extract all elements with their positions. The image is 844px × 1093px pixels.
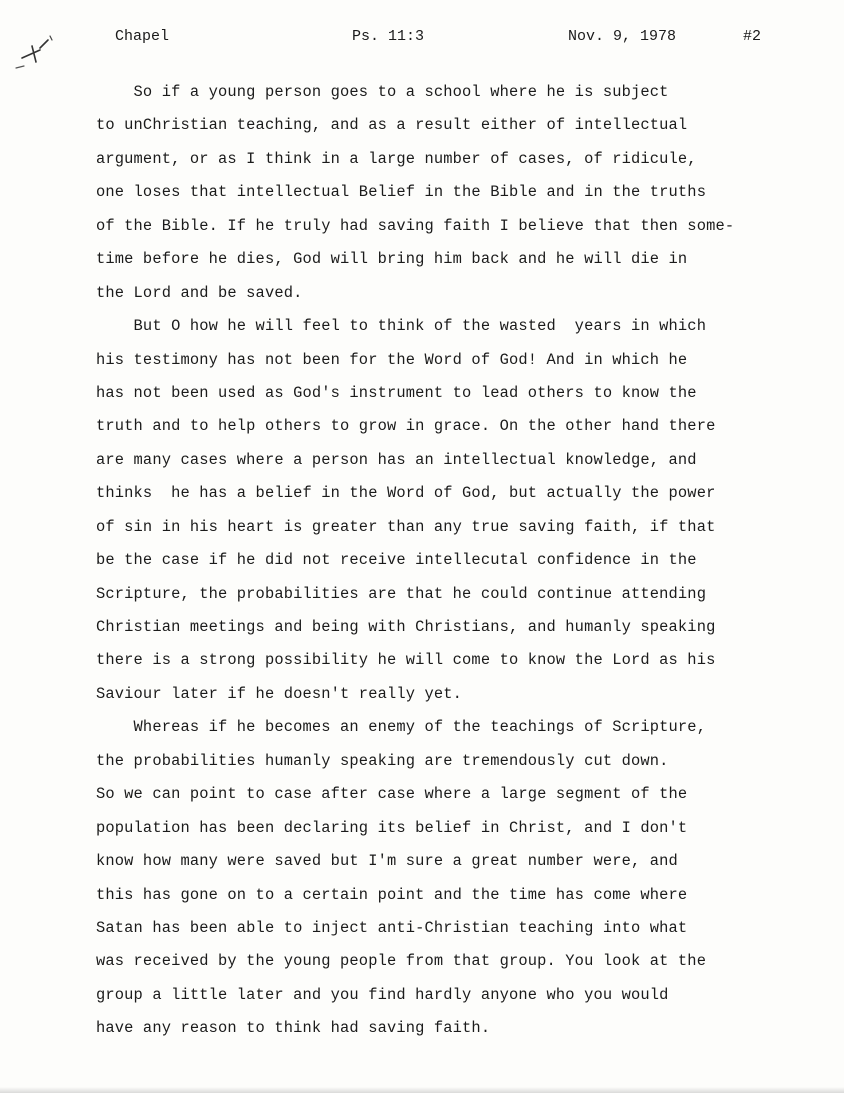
page-header <box>0 28 844 52</box>
text-line: be the case if he did not receive intellecutal confidence in the <box>96 551 697 570</box>
text-line: Scripture, the probabilities are that he could continue attending <box>96 584 707 603</box>
text-line: group a little later and you find hardly anyone who you would <box>96 985 669 1004</box>
text-line: the Lord and be saved. <box>96 283 303 302</box>
text-line: one loses that intellectual Belief in the Bible and in the truths <box>96 183 707 202</box>
text-line: are many cases where a person has an intellectual knowledge, and <box>96 450 697 469</box>
text-line: So we can point to case after case where a large segment of the <box>96 785 688 804</box>
text-line: to unChristian teaching, and as a result either of intellectual <box>96 116 688 135</box>
text-line: was received by the young people from that group. You look at the <box>96 952 707 971</box>
header-page-number: #2 <box>743 28 762 45</box>
text-line: So if a young person goes to a school where he is subject <box>96 83 669 101</box>
text-line: Satan has been able to inject anti-Christian teaching into what <box>96 918 688 937</box>
text-line: time before he dies, God will bring him back and he will die in <box>96 250 688 269</box>
text-line: know how many were saved but I'm sure a great number were, and <box>96 852 678 871</box>
page-bottom-edge <box>0 1087 844 1093</box>
body-text <box>96 76 796 1046</box>
text-line: of sin in his heart is greater than any true saving faith, if that <box>96 517 716 536</box>
header-scripture-reference: Ps. 11:3 <box>352 28 425 45</box>
text-line: thinks he has a belief in the Word of God, but actually the power <box>96 484 716 503</box>
header-date: Nov. 9, 1978 <box>568 28 677 45</box>
text-line: Whereas if he becomes an enemy of the teachings of Scripture, <box>96 718 707 737</box>
header-chapel: Chapel <box>115 28 170 45</box>
text-line: the probabilities humanly speaking are tremendously cut down. <box>96 751 669 770</box>
text-line: this has gone on to a certain point and the time has come where <box>96 885 688 904</box>
text-line: population has been declaring its belief in Christ, and I don't <box>96 818 688 837</box>
text-line: his testimony has not been for the Word of God! And in which he <box>96 350 688 369</box>
text-line: Christian meetings and being with Christians, and humanly speaking <box>96 618 716 636</box>
text-line: of the Bible. If he truly had saving faith I believe that then some- <box>96 216 735 235</box>
text-line: Saviour later if he doesn't really yet. <box>96 684 463 703</box>
text-line: has not been used as God's instrument to lead others to know the <box>96 383 697 402</box>
text-line: have any reason to think had saving faith. <box>96 1019 491 1038</box>
text-line: argument, or as I think in a large number of cases, of ridicule, <box>96 149 697 168</box>
text-line: But O how he will feel to think of the wasted years in which <box>96 317 707 336</box>
text-line: there is a strong possibility he will come to know the Lord as his <box>96 651 716 670</box>
text-line: truth and to help others to grow in grace. On the other hand there <box>96 417 716 436</box>
